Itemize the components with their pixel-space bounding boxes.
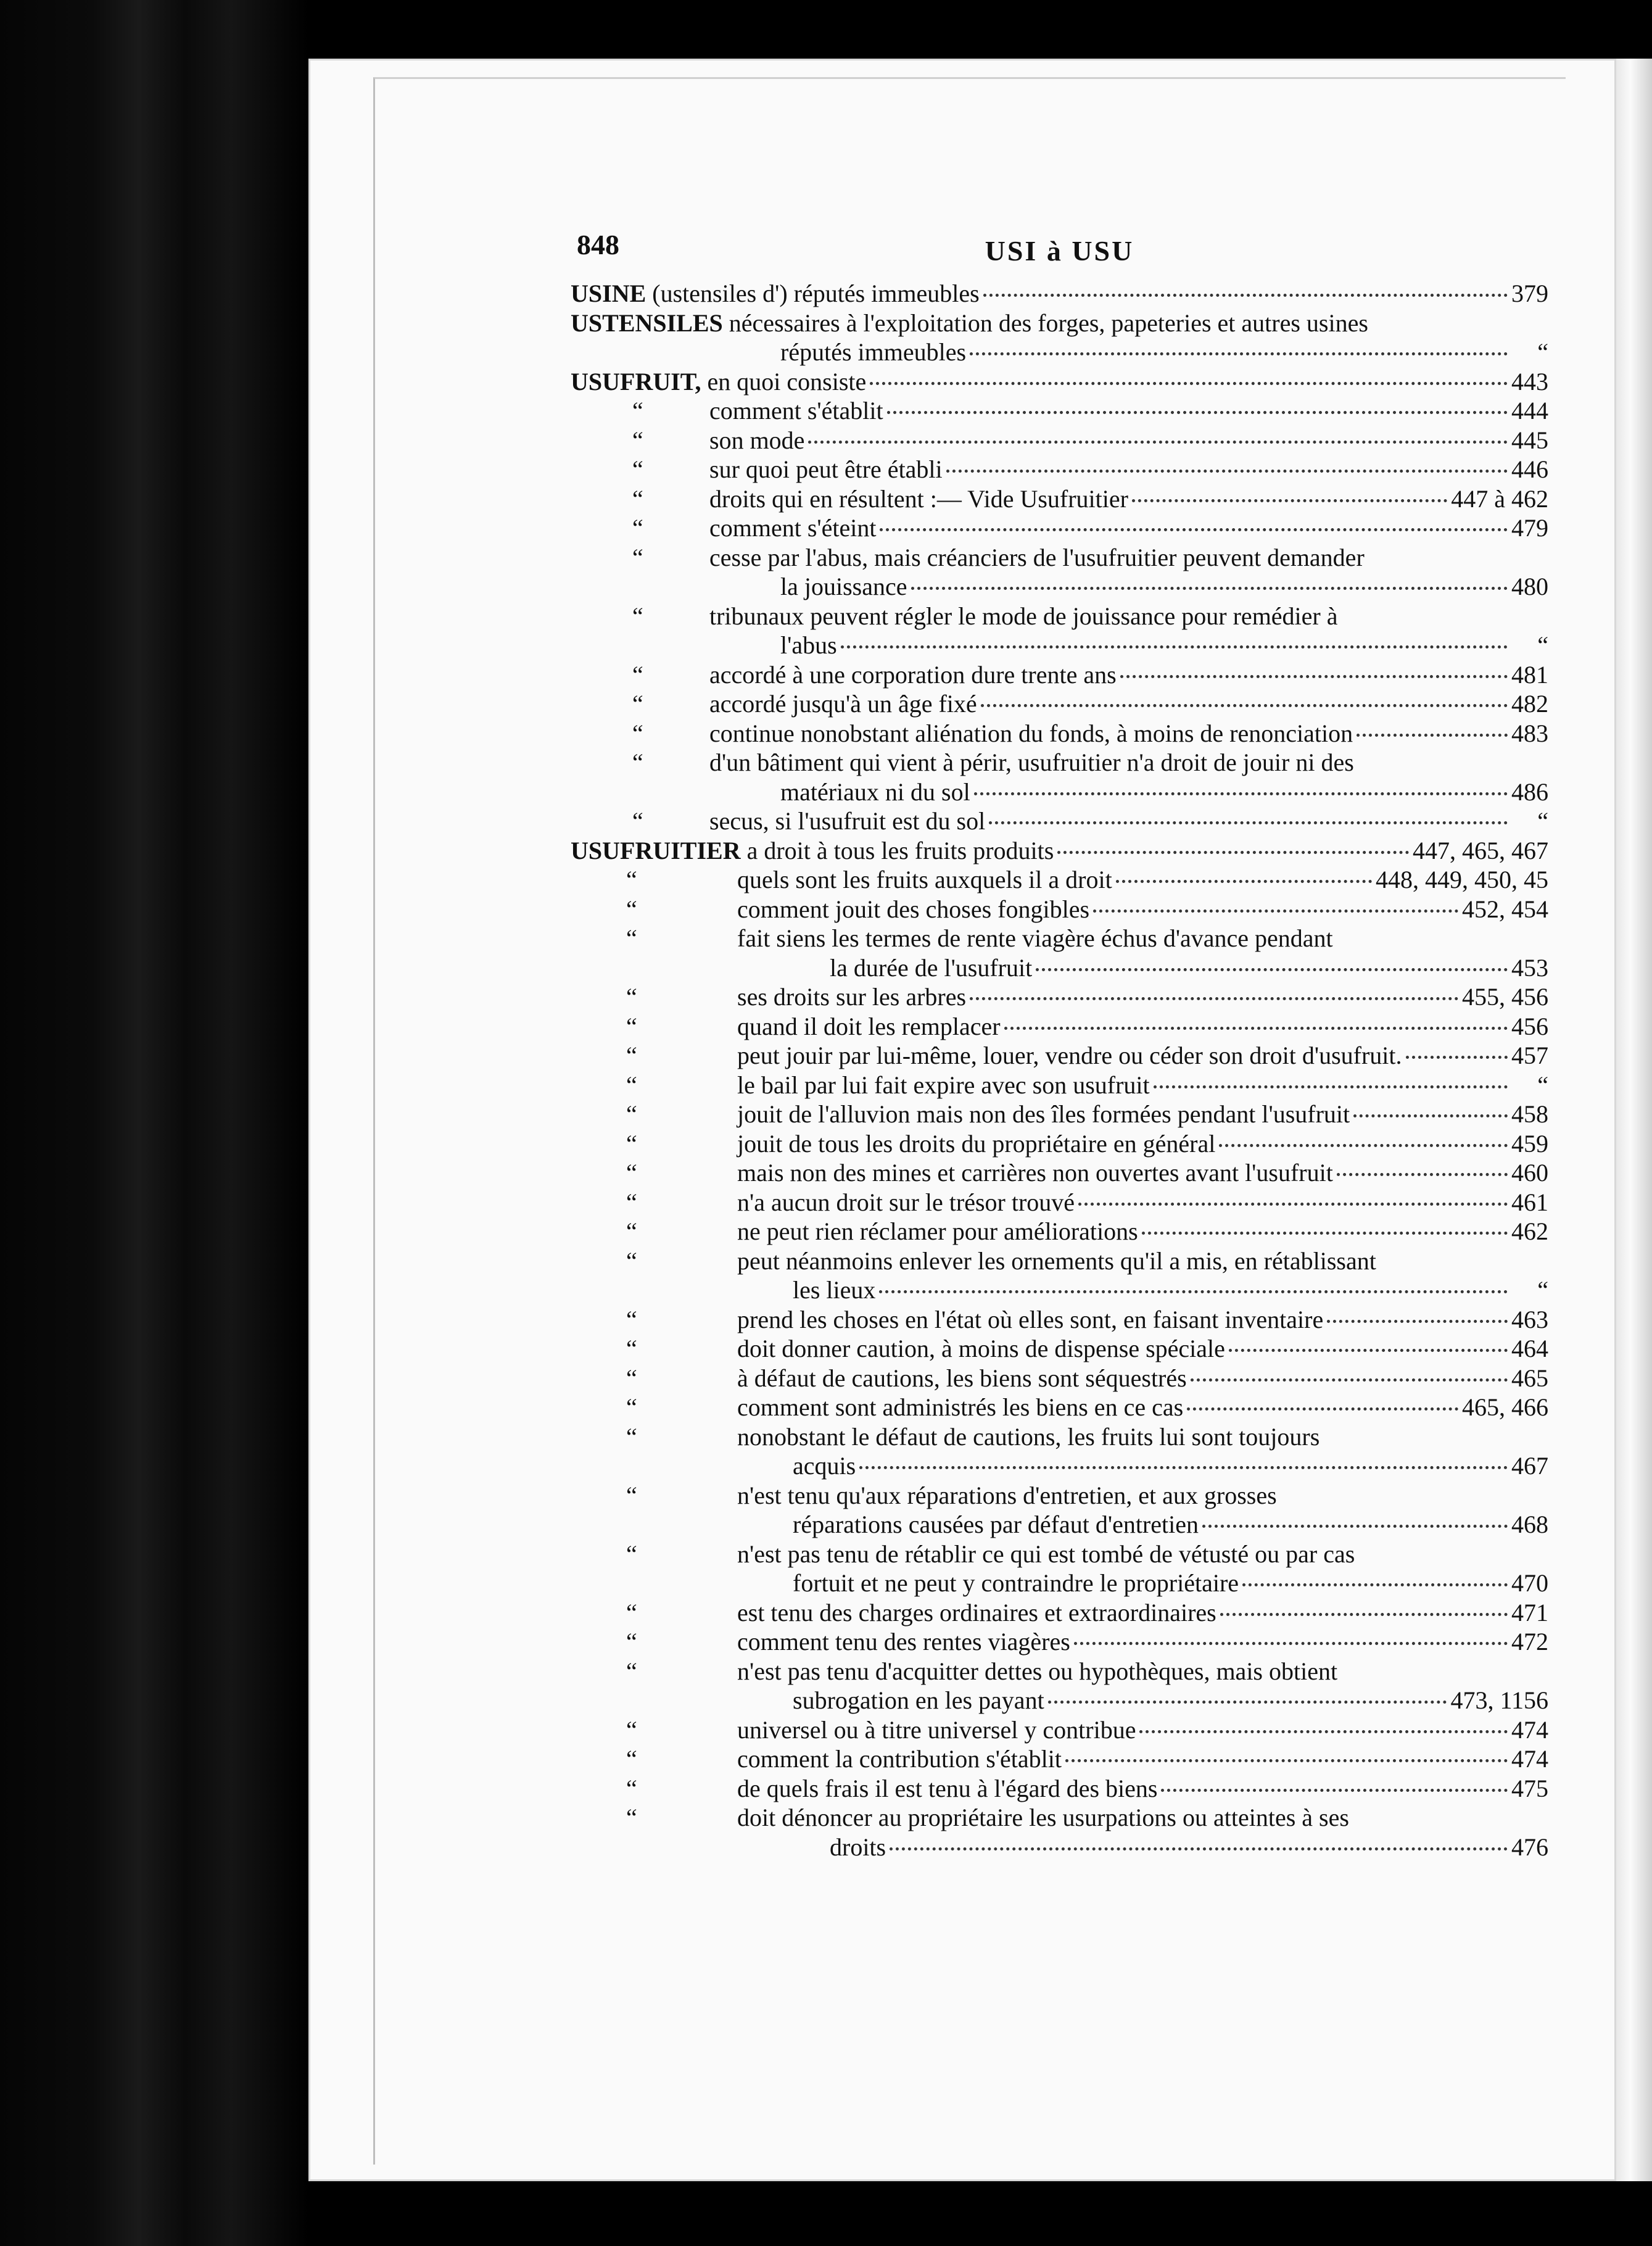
entry-page-reference: 445 — [1511, 426, 1548, 454]
entry-page-reference: 481 — [1511, 660, 1548, 689]
entry-text: le bail par lui fait expire avec son usufruit — [737, 1071, 1150, 1099]
entry-page-reference: 464 — [1511, 1335, 1548, 1362]
ditto-mark: “ — [626, 1628, 637, 1655]
entry-text: acquis — [793, 1452, 856, 1480]
dot-leader — [1093, 910, 1458, 913]
index-entry — [571, 1803, 1548, 1833]
scan-margin-dark — [0, 0, 308, 2246]
entry-page-reference: “ — [1537, 1276, 1548, 1304]
ditto-mark: “ — [632, 660, 643, 689]
entry-page-reference: 465, 466 — [1462, 1393, 1548, 1421]
entry-text: doit dénoncer au propriétaire les usurpations ou atteintes à ses — [737, 1804, 1349, 1831]
dot-leader — [1191, 1378, 1508, 1382]
index-entry — [571, 572, 1548, 602]
dot-leader — [970, 997, 1458, 1000]
index-entry — [571, 1481, 1548, 1510]
entry-page-reference: 446 — [1511, 455, 1548, 483]
dot-leader — [1120, 675, 1508, 678]
entry-text: jouit de tous les droits du propriétaire en général — [737, 1129, 1216, 1158]
index-entry — [571, 1833, 1548, 1862]
index-entry — [571, 660, 1548, 690]
ditto-mark: “ — [626, 1393, 637, 1421]
ditto-mark: “ — [626, 1188, 637, 1216]
entry-text: quels sont les fruits auxquels il a droit — [737, 866, 1112, 893]
entry-page-reference: 458 — [1511, 1100, 1548, 1128]
dot-leader — [1004, 1027, 1508, 1030]
index-entry — [571, 309, 1548, 338]
index-entry — [571, 602, 1548, 631]
index-entry — [571, 1657, 1548, 1686]
entry-text: matériaux ni du sol — [780, 777, 970, 806]
entry-page-reference: 473, 1156 — [1450, 1686, 1548, 1714]
entry-text: comment la contribution s'établit — [737, 1745, 1062, 1773]
entry-page-reference: “ — [1537, 338, 1548, 366]
ditto-mark: “ — [626, 1129, 637, 1158]
entry-text: droits — [830, 1833, 886, 1861]
page-header — [571, 228, 1548, 271]
index-entry — [571, 689, 1548, 719]
entry-page-reference: 459 — [1511, 1129, 1548, 1158]
entry-text: prend les choses en l'état où elles sont, en faisant inventaire — [737, 1305, 1324, 1333]
entry-text: peut néanmoins enlever les ornements qu'il a mis, en rétablissant — [737, 1246, 1376, 1275]
entry-page-reference: 468 — [1511, 1510, 1548, 1538]
index-entry — [571, 1715, 1548, 1745]
entry-text: nonobstant le défaut de cautions, les fruits lui sont toujours — [737, 1422, 1320, 1451]
entry-text: comment s'établit — [709, 397, 883, 425]
entry-text: réparations causées par défaut d'entretien — [793, 1510, 1199, 1538]
entry-headword: USTENSILES — [571, 309, 723, 337]
index-entry — [571, 777, 1548, 807]
entry-page-reference: 455, 456 — [1462, 983, 1548, 1011]
entry-text: accordé à une corporation dure trente ans — [709, 660, 1117, 689]
ditto-mark: “ — [632, 690, 643, 718]
dot-leader — [1187, 1407, 1458, 1411]
dot-leader — [1357, 734, 1508, 737]
dot-leader — [981, 704, 1508, 707]
entry-text: accordé jusqu'à un âge fixé — [709, 690, 977, 718]
ditto-mark: “ — [626, 1246, 637, 1275]
entry-page-reference: 447, 465, 467 — [1413, 836, 1548, 864]
entry-text: continue nonobstant aliénation du fonds, à moins de renonciation — [709, 719, 1353, 747]
ditto-mark: “ — [632, 426, 643, 454]
index-entry — [571, 1246, 1548, 1276]
ditto-mark: “ — [626, 1657, 637, 1685]
ditto-mark: “ — [626, 1715, 637, 1744]
entry-page-reference: 486 — [1511, 777, 1548, 806]
dot-leader — [1202, 1525, 1508, 1528]
ditto-mark: “ — [626, 1364, 637, 1392]
index-entry — [571, 1217, 1548, 1246]
index-entry — [571, 1305, 1548, 1335]
dot-leader — [880, 528, 1508, 531]
dot-leader — [1406, 1056, 1508, 1059]
ditto-mark: “ — [626, 1804, 637, 1831]
entry-page-reference: 448, 449, 450, 45 — [1376, 866, 1548, 893]
ditto-mark: “ — [626, 1539, 637, 1568]
entry-text: les lieux — [793, 1276, 876, 1304]
dot-leader — [1327, 1320, 1508, 1323]
index-entry — [571, 1334, 1548, 1364]
entry-text: a droit à tous les fruits produits — [746, 836, 1054, 864]
ditto-mark: “ — [626, 1217, 637, 1245]
dot-leader — [1074, 1642, 1508, 1645]
entry-text: d'un bâtiment qui vient à périr, usufruitier n'a droit de jouir ni des — [709, 748, 1354, 776]
index-entry — [571, 1041, 1548, 1071]
index-entry — [571, 367, 1548, 397]
index-entry — [571, 953, 1548, 983]
entry-text: peut jouir par lui-même, louer, vendre ou céder son droit d'usufruit. — [737, 1042, 1402, 1069]
dot-leader — [974, 792, 1508, 795]
entry-text: ne peut rien réclamer pour améliorations — [737, 1217, 1138, 1245]
ditto-mark: “ — [626, 924, 637, 952]
entry-text: comment jouit des choses fongibles — [737, 895, 1090, 923]
entry-text: réputés immeubles — [780, 338, 967, 366]
ditto-mark: “ — [632, 514, 643, 542]
scan-margin-right — [1616, 59, 1652, 2181]
entry-text: (ustensiles d') réputés immeubles — [652, 280, 980, 307]
ditto-mark: “ — [626, 1100, 637, 1128]
entry-text: fait siens les termes de rente viagère échus d'avance pendant — [737, 924, 1333, 952]
dot-leader — [1057, 851, 1409, 854]
index-entry — [571, 1100, 1548, 1129]
ditto-mark: “ — [626, 1042, 637, 1069]
dot-leader — [970, 352, 1508, 355]
index-entry — [571, 1568, 1548, 1598]
entry-page-reference: 379 — [1511, 280, 1548, 307]
dot-leader — [1154, 1085, 1508, 1088]
entry-text: nécessaires à l'exploitation des forges, papeteries et autres usines — [729, 309, 1368, 337]
entry-page-reference: 470 — [1511, 1569, 1548, 1597]
entry-text: mais non des mines et carrières non ouvertes avant l'usufruit — [737, 1159, 1333, 1187]
dot-leader — [808, 441, 1508, 444]
entry-page-reference: 460 — [1511, 1159, 1548, 1187]
index-entry — [571, 748, 1548, 777]
dot-leader — [1161, 1789, 1508, 1792]
ditto-mark: “ — [626, 1481, 637, 1509]
index-entry — [571, 719, 1548, 748]
dot-leader — [859, 1466, 1508, 1469]
dot-leader — [887, 411, 1508, 414]
index-entry — [571, 279, 1548, 309]
entry-page-reference: 465 — [1511, 1364, 1548, 1392]
entry-text: en quoi consiste — [707, 367, 867, 396]
index-entry — [571, 338, 1548, 367]
index-entry — [571, 895, 1548, 924]
index-entry — [571, 1686, 1548, 1715]
entry-text: cesse par l'abus, mais créanciers de l'usufruitier peuvent demander — [709, 543, 1365, 571]
index-entry — [571, 1510, 1548, 1539]
ditto-mark: “ — [626, 1422, 637, 1451]
dot-leader — [1142, 1232, 1508, 1235]
entry-page-reference: 475 — [1511, 1774, 1548, 1802]
entry-page-reference: 462 — [1511, 1217, 1548, 1245]
entry-text: est tenu des charges ordinaires et extraordinaires — [737, 1598, 1216, 1626]
ditto-mark: “ — [632, 719, 643, 747]
ditto-mark: “ — [626, 895, 637, 923]
entry-text: tribunaux peuvent régler le mode de jouissance pour remédier à — [709, 602, 1338, 630]
index-entry — [571, 1129, 1548, 1159]
entry-page-reference: 457 — [1511, 1042, 1548, 1069]
dot-leader — [1036, 968, 1508, 971]
entry-page-reference: 456 — [1511, 1012, 1548, 1040]
entry-text: droits qui en résultent :— Vide Usufruitier — [709, 484, 1128, 513]
entry-text: n'est tenu qu'aux réparations d'entretien, et aux grosses — [737, 1481, 1277, 1509]
ditto-mark: “ — [626, 1335, 637, 1362]
index-entry — [571, 426, 1548, 455]
index-entry — [571, 1539, 1548, 1569]
index-entry — [571, 1598, 1548, 1628]
entry-headword: USUFRUIT, — [571, 367, 701, 396]
dot-leader — [1242, 1583, 1508, 1586]
dot-leader — [983, 294, 1508, 297]
ditto-mark: “ — [626, 1305, 637, 1333]
index-entry — [571, 1012, 1548, 1042]
dot-leader — [1219, 1144, 1508, 1147]
index-entry — [571, 543, 1548, 573]
index-entry — [571, 1158, 1548, 1188]
ditto-mark: “ — [626, 1598, 637, 1626]
ditto-mark: “ — [632, 543, 643, 571]
dot-leader — [1116, 880, 1372, 883]
entry-page-reference: 472 — [1511, 1628, 1548, 1655]
dot-leader — [946, 470, 1508, 473]
entry-page-reference: 452, 454 — [1462, 895, 1548, 923]
index-entry — [571, 1071, 1548, 1100]
entry-text: comment s'éteint — [709, 514, 877, 542]
ditto-mark: “ — [632, 484, 643, 513]
ditto-mark: “ — [632, 397, 643, 425]
index-content — [571, 228, 1548, 1862]
entry-text: comment sont administrés les biens en ce cas — [737, 1393, 1184, 1421]
page-number: 848 — [577, 229, 619, 260]
dot-leader — [1065, 1759, 1508, 1762]
entry-page-reference: 471 — [1511, 1598, 1548, 1626]
index-entry — [571, 1275, 1548, 1305]
dot-leader — [1048, 1701, 1447, 1704]
index-entry — [571, 1188, 1548, 1217]
dot-leader — [890, 1847, 1508, 1850]
dot-leader — [989, 821, 1508, 824]
dot-leader — [1132, 499, 1447, 502]
index-entry — [571, 1627, 1548, 1657]
entry-text: la jouissance — [780, 573, 907, 600]
index-entry — [571, 806, 1548, 836]
ditto-mark: “ — [626, 1159, 637, 1187]
entry-page-reference: 482 — [1511, 690, 1548, 718]
entry-text: sur quoi peut être établi — [709, 455, 943, 483]
entry-page-reference: 443 — [1511, 367, 1548, 396]
entry-page-reference: 483 — [1511, 719, 1548, 747]
ditto-mark: “ — [626, 1745, 637, 1773]
index-entry — [571, 396, 1548, 426]
entry-text: l'abus — [780, 631, 837, 659]
index-entry — [571, 1364, 1548, 1393]
dot-leader — [841, 645, 1508, 649]
entry-text: comment tenu des rentes viagères — [737, 1628, 1070, 1655]
entry-text: n'est pas tenu de rétablir ce qui est tombé de vétusté ou par cas — [737, 1539, 1355, 1568]
entry-text: doit donner caution, à moins de dispense spéciale — [737, 1335, 1225, 1362]
dot-leader — [911, 587, 1508, 590]
index-entry — [571, 865, 1548, 895]
entry-page-reference: 474 — [1511, 1715, 1548, 1744]
index-entry — [571, 631, 1548, 660]
entry-page-reference: 447 à 462 — [1451, 484, 1548, 513]
dot-leader — [870, 382, 1508, 385]
ditto-mark: “ — [626, 1774, 637, 1802]
index-entry — [571, 455, 1548, 484]
entry-page-reference: 474 — [1511, 1745, 1548, 1773]
index-entry — [571, 484, 1548, 514]
ditto-mark: “ — [626, 1071, 637, 1099]
index-entry — [571, 1744, 1548, 1774]
dot-leader — [1337, 1173, 1508, 1176]
index-entry — [571, 1393, 1548, 1422]
entry-text: fortuit et ne peut y contraindre le propriétaire — [793, 1569, 1239, 1597]
dot-leader — [1353, 1114, 1508, 1117]
ditto-mark: “ — [626, 1012, 637, 1040]
entry-headword: USINE — [571, 280, 646, 307]
index-entry — [571, 1451, 1548, 1481]
index-entries — [571, 279, 1548, 1862]
index-entry — [571, 1422, 1548, 1452]
entry-page-reference: 463 — [1511, 1305, 1548, 1333]
dot-leader — [1220, 1613, 1508, 1616]
running-head: USI à USU — [985, 235, 1134, 267]
entry-text: la durée de l'usufruit — [830, 953, 1033, 982]
entry-page-reference: 444 — [1511, 397, 1548, 425]
entry-page-reference: 479 — [1511, 514, 1548, 542]
index-entry — [571, 836, 1548, 866]
entry-page-reference: “ — [1537, 1071, 1548, 1099]
ditto-mark: “ — [632, 748, 643, 776]
entry-text: ses droits sur les arbres — [737, 983, 967, 1011]
dot-leader — [1078, 1203, 1508, 1206]
dot-leader — [1139, 1730, 1508, 1733]
entry-text: son mode — [709, 426, 805, 454]
entry-page-reference: “ — [1537, 807, 1548, 835]
entry-text: de quels frais il est tenu à l'égard des biens — [737, 1774, 1158, 1802]
entry-page-reference: 467 — [1511, 1452, 1548, 1480]
entry-text: quand il doit les remplacer — [737, 1012, 1001, 1040]
entry-text: jouit de l'alluvion mais non des îles formées pendant l'usufruit — [737, 1100, 1350, 1128]
ditto-mark: “ — [632, 602, 643, 630]
dot-leader — [1229, 1349, 1508, 1352]
ditto-mark: “ — [626, 866, 637, 893]
entry-page-reference: “ — [1537, 631, 1548, 659]
index-entry — [571, 1774, 1548, 1804]
ditto-mark: “ — [632, 807, 643, 835]
entry-headword: USUFRUITIER — [571, 836, 741, 864]
index-entry — [571, 513, 1548, 543]
entry-page-reference: 480 — [1511, 573, 1548, 600]
entry-text: secus, si l'usufruit est du sol — [709, 807, 986, 835]
entry-text: subrogation en les payant — [793, 1686, 1044, 1714]
ditto-mark: “ — [632, 455, 643, 483]
ditto-mark: “ — [626, 983, 637, 1011]
index-entry — [571, 924, 1548, 953]
entry-text: n'a aucun droit sur le trésor trouvé — [737, 1188, 1075, 1216]
entry-text: universel ou à titre universel y contribue — [737, 1715, 1136, 1744]
entry-page-reference: 476 — [1511, 1833, 1548, 1861]
entry-text: à défaut de cautions, les biens sont séquestrés — [737, 1364, 1187, 1392]
entry-page-reference: 453 — [1511, 953, 1548, 982]
entry-text: n'est pas tenu d'acquitter dettes ou hypothèques, mais obtient — [737, 1657, 1338, 1685]
index-entry — [571, 982, 1548, 1012]
dot-leader — [879, 1290, 1508, 1293]
entry-page-reference: 461 — [1511, 1188, 1548, 1216]
